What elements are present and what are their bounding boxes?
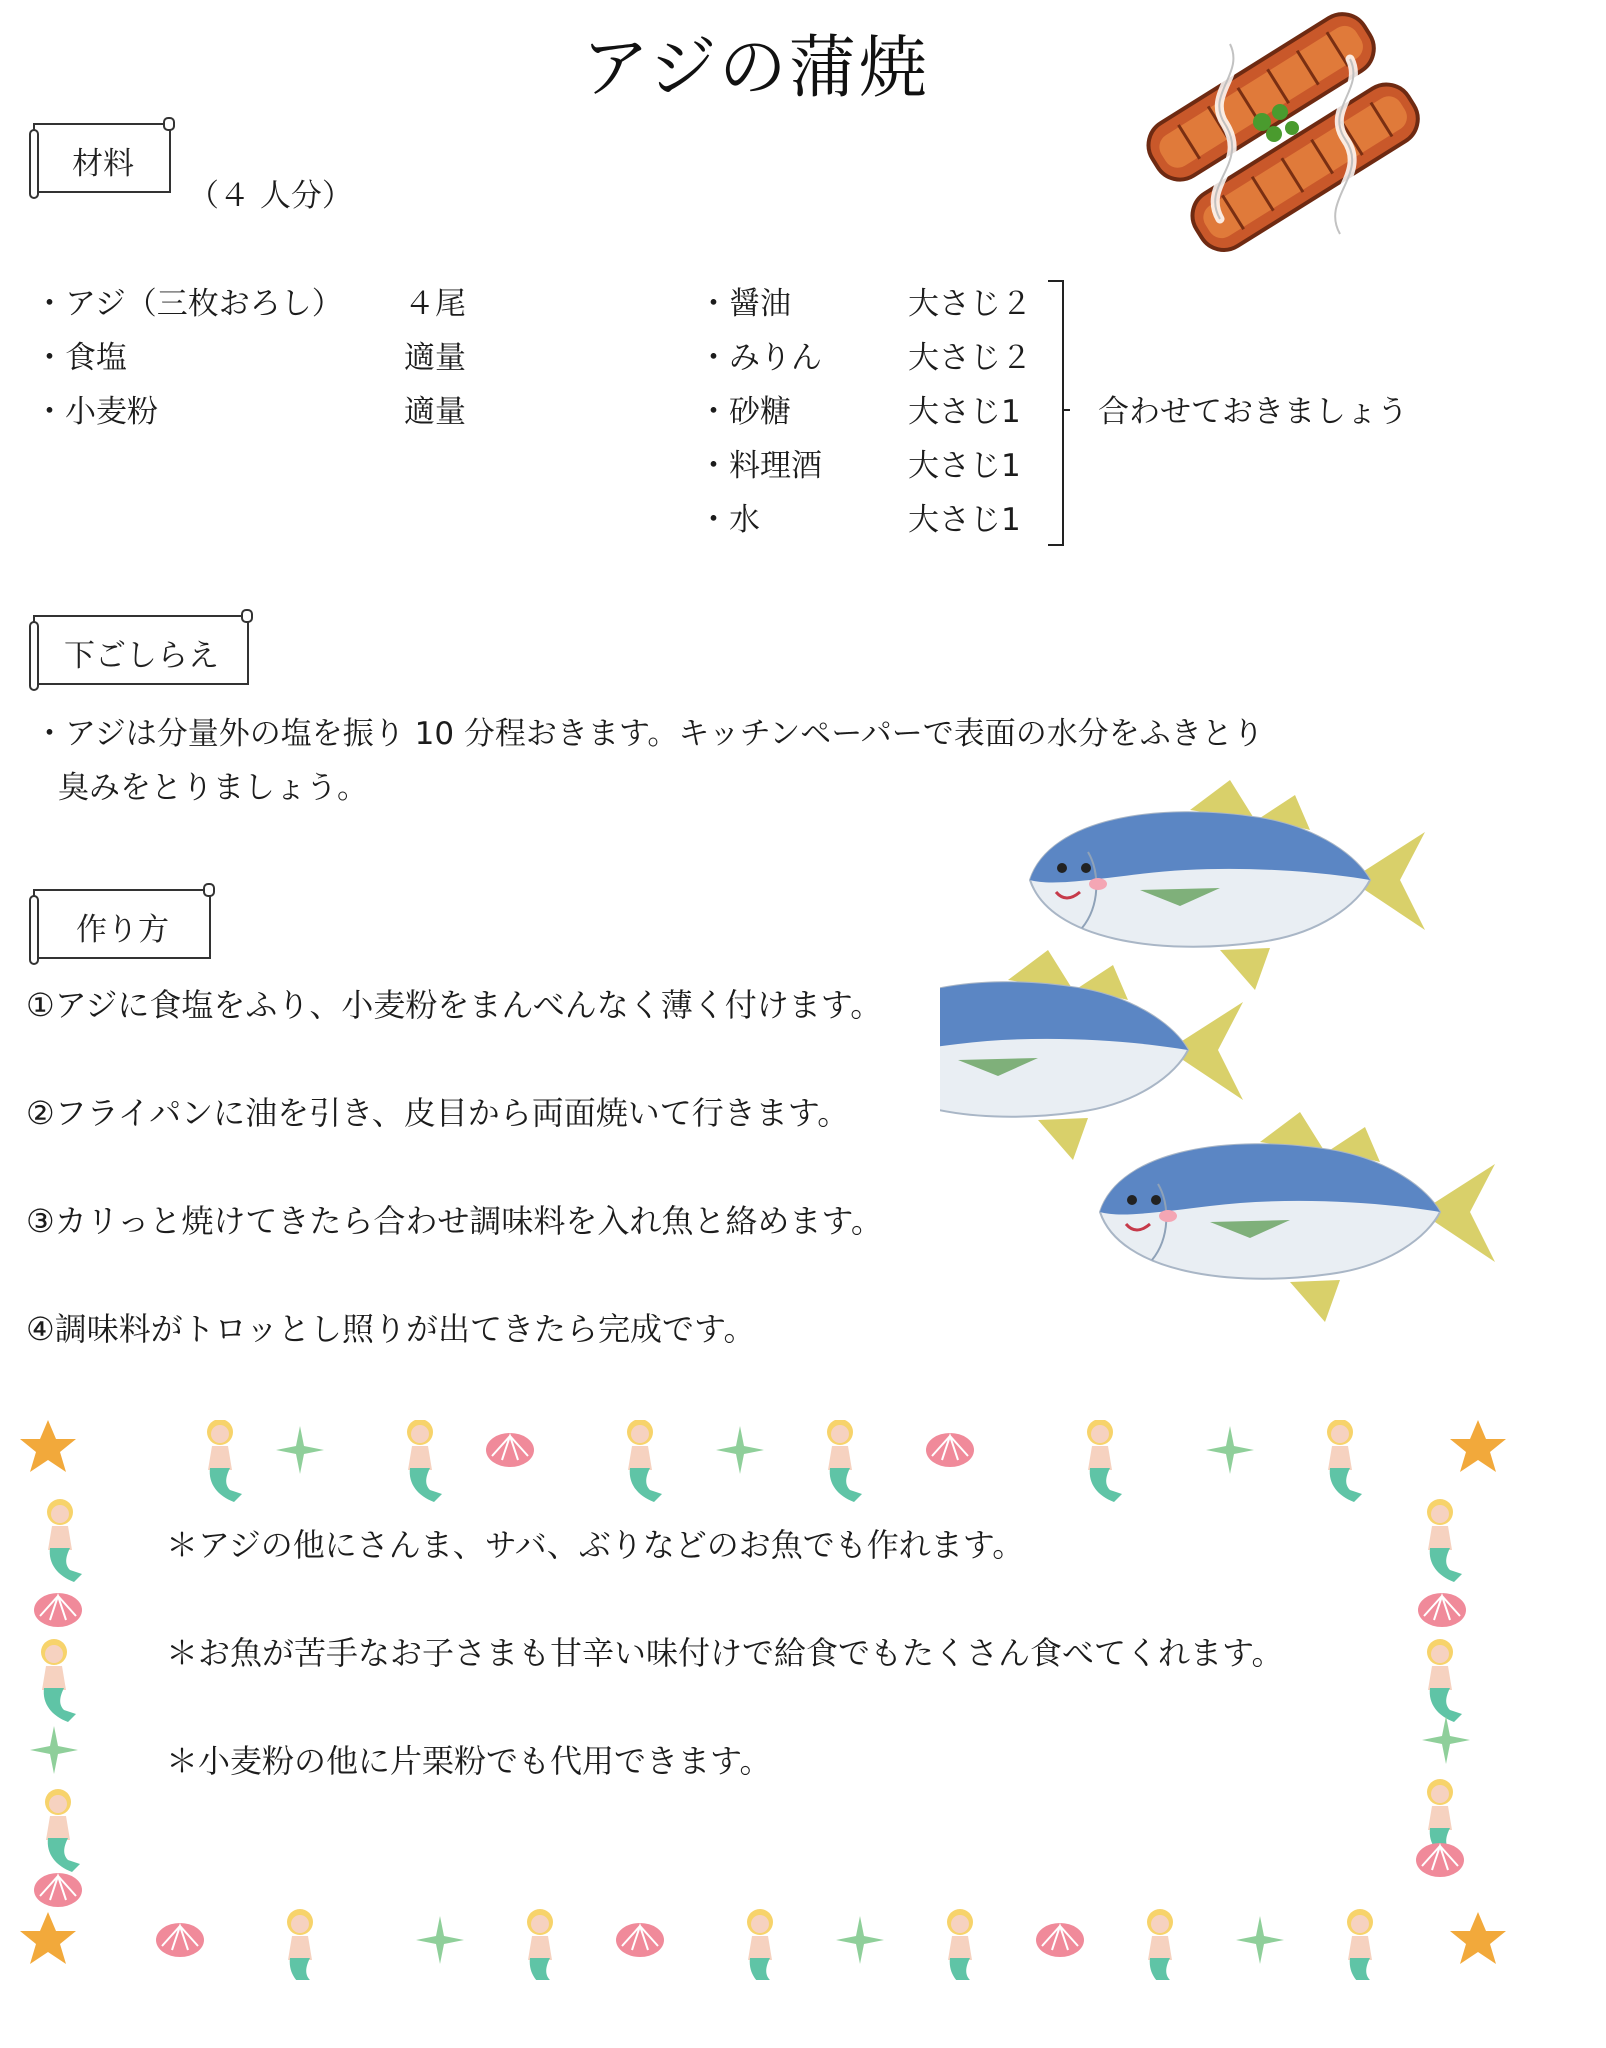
method-step: ②フライパンに油を引き、皮目から両面焼いて行きます。 bbox=[26, 1094, 850, 1132]
ingredient-name: ・アジ（三枚おろし） bbox=[34, 286, 343, 322]
sauce-ingredient-name: ・砂糖 bbox=[698, 394, 791, 430]
servings: （４ 人分） bbox=[188, 178, 353, 214]
sauce-ingredient-name: ・料理酒 bbox=[698, 448, 822, 484]
sauce-ingredient-amount: 大さじ1 bbox=[908, 394, 1021, 430]
ingredient-name: ・小麦粉 bbox=[34, 394, 158, 430]
sauce-ingredient-amount: 大さじ２ bbox=[908, 286, 1032, 322]
sauce-ingredient-name: ・水 bbox=[698, 502, 760, 538]
method-step: ①アジに食塩をふり、小麦粉をまんべんなく薄く付けます。 bbox=[26, 986, 883, 1024]
ingredient-amount: ４尾 bbox=[404, 286, 466, 322]
fish-illustration-group bbox=[940, 760, 1590, 1330]
sauce-ingredient-amount: 大さじ1 bbox=[908, 502, 1021, 538]
sauce-note: 合わせておきましょう bbox=[1098, 394, 1408, 430]
note-line: ＊アジの他にさんま、サバ、ぶりなどのお魚でも作れます。 bbox=[166, 1526, 1025, 1564]
bracket-tick bbox=[1062, 409, 1070, 411]
sauce-ingredient-amount: 大さじ1 bbox=[908, 448, 1021, 484]
page-title: アジの蒲焼 bbox=[581, 29, 929, 108]
ingredients-heading: 材料 bbox=[28, 114, 178, 204]
sauce-ingredient-amount: 大さじ２ bbox=[908, 340, 1032, 376]
note-line: ＊小麦粉の他に片栗粉でも代用できます。 bbox=[166, 1742, 772, 1780]
method-step: ④調味料がトロッとし照りが出てきたら完成です。 bbox=[26, 1310, 756, 1348]
note-line: ＊お魚が苦手なお子さまも甘辛い味付けで給食でもたくさん食べてくれます。 bbox=[166, 1634, 1284, 1672]
prep-text-line1: ・アジは分量外の塩を振り 10 分程おきます。キッチンペーパーで表面の水分をふきとり bbox=[34, 716, 1264, 752]
method-step: ③カリっと焼けてきたら合わせ調味料を入れ魚と絡めます。 bbox=[26, 1202, 883, 1240]
method-heading: 作り方 bbox=[28, 880, 218, 970]
prep-heading: 下ごしらえ bbox=[28, 606, 256, 696]
ingredient-amount: 適量 bbox=[404, 394, 466, 430]
sauce-ingredient-name: ・醤油 bbox=[698, 286, 791, 322]
mermaid-border-frame bbox=[0, 1420, 1530, 1980]
sauce-bracket bbox=[1048, 280, 1064, 546]
ingredient-amount: 適量 bbox=[404, 340, 466, 376]
eel-kabayaki-illustration bbox=[1140, 4, 1430, 266]
sauce-ingredient-name: ・みりん bbox=[698, 340, 822, 376]
ingredient-name: ・食塩 bbox=[34, 340, 127, 376]
prep-text-line2: 臭みをとりましょう。 bbox=[58, 770, 368, 806]
